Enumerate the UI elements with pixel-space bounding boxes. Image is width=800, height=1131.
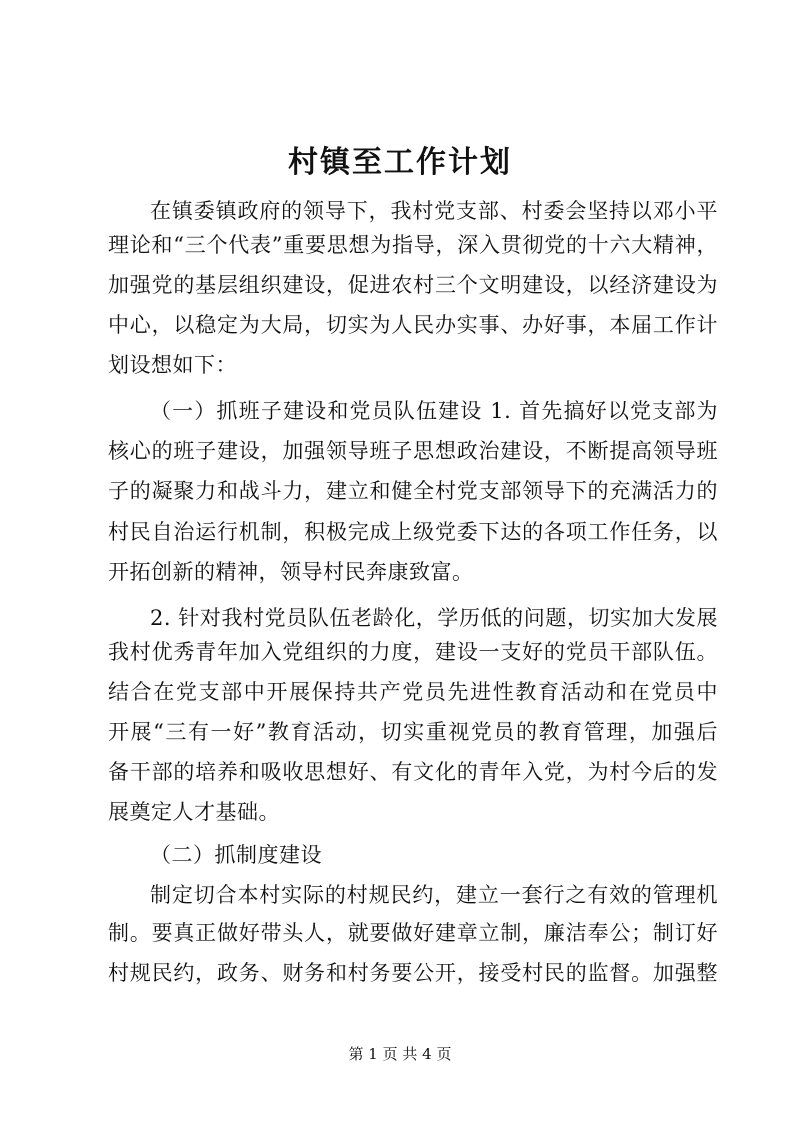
section-1-line-1: （一）抓班子建设和党员队伍建设 1. 首先搞好以党支部为: [150, 399, 718, 423]
paragraph-1-line-1: 在镇委镇政府的领导下，我村党支部、村委会坚持以邓小平: [150, 199, 718, 223]
section-2-heading: （二）抓制度建设: [150, 843, 322, 867]
paragraph-2-line-1: 2. 针对我村党员队伍老龄化，学历低的问题，切实加大发展: [150, 606, 718, 630]
paragraph-3-line-2: 制。要真正做好带头人，就要做好建章立制，廉洁奉公；制订好: [108, 921, 718, 945]
paragraph-2-line-2: 我村优秀青年加入党组织的力度，建设一支好的党员干部队伍。: [108, 640, 718, 664]
section-1-line-5: 开拓创新的精神，领导村民奔康致富。: [108, 560, 474, 584]
section-1-line-4: 村民自治运行机制，积极完成上级党委下达的各项工作任务，以: [108, 520, 718, 544]
paragraph-2-line-4: 开展“三有一好”教育活动，切实重视党员的教育管理，加强后: [108, 720, 718, 744]
paragraph-1-line-2: 理论和“三个代表”重要思想为指导，深入贯彻党的十六大精神，: [108, 233, 718, 257]
section-1-line-3: 子的凝聚力和战斗力，建立和健全村党支部领导下的充满活力的: [108, 479, 718, 503]
paragraph-1-line-4: 中心，以稳定为大局，切实为人民办实事、办好事，本届工作计: [108, 313, 718, 337]
paragraph-2-line-6: 展奠定人才基础。: [108, 800, 280, 824]
page-number: 第 1 页 共 4 页: [348, 1045, 452, 1063]
paragraph-2-line-5: 备干部的培养和吸收思想好、有文化的青年入党，为村今后的发: [108, 760, 718, 784]
paragraph-1-line-3: 加强党的基层组织建设，促进农村三个文明建设，以经济建设为: [108, 273, 718, 297]
paragraph-1-line-5: 划设想如下：: [108, 353, 237, 377]
paragraph-3-line-3: 村规民约，政务、财务和村务要公开，接受村民的监督。加强整: [108, 961, 718, 985]
document-title: 村镇至工作计划: [288, 145, 512, 180]
paragraph-3-line-1: 制定切合本村实际的村规民约，建立一套行之有效的管理机: [150, 883, 718, 907]
paragraph-2-line-3: 结合在党支部中开展保持共产党员先进性教育活动和在党员中: [108, 680, 718, 704]
section-1-line-2: 核心的班子建设，加强领导班子思想政治建设，不断提高领导班: [108, 439, 718, 463]
